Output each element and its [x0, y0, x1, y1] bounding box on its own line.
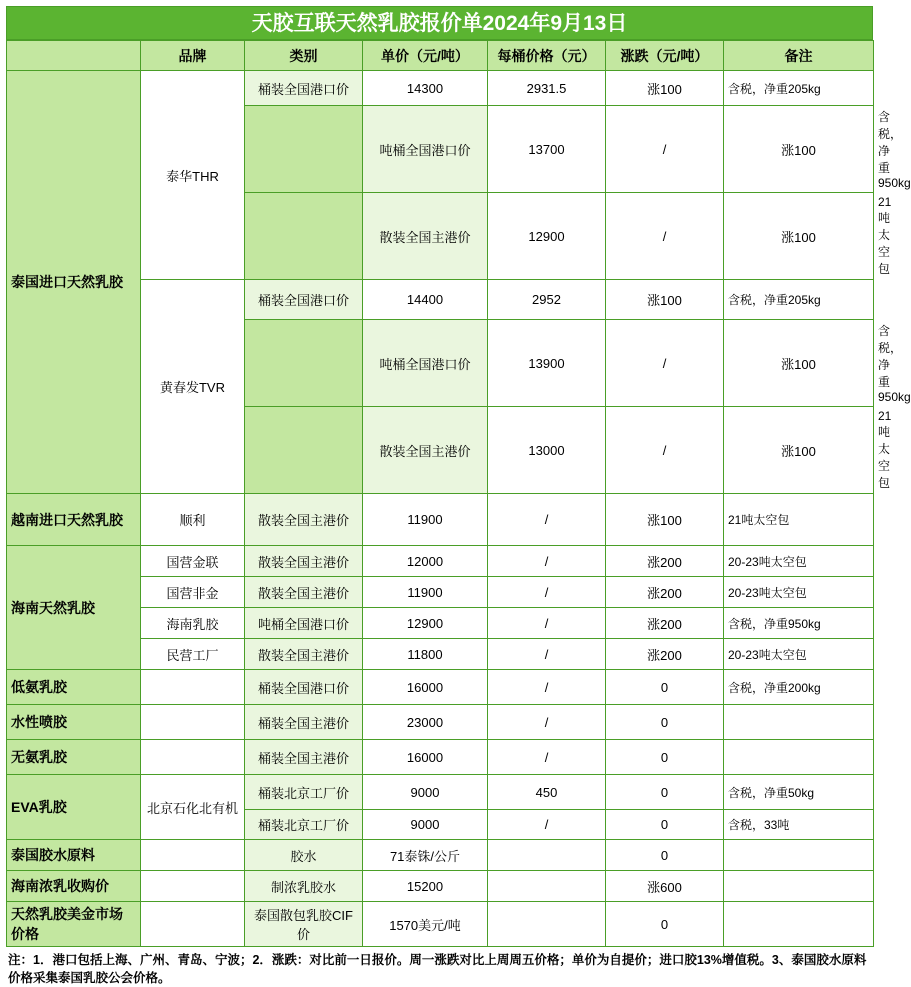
table-body — [7, 71, 911, 947]
brand-cell — [141, 902, 245, 947]
category-cell: 吨桶全国港口价 — [363, 320, 488, 407]
barrel-price-cell — [488, 871, 606, 902]
note-cell: 含税，33吨 — [724, 810, 874, 840]
barrel-price-cell: / — [488, 639, 606, 670]
barrel-price-cell — [488, 902, 606, 947]
group-cell: 水性喷胶 — [7, 705, 141, 740]
barrel-price-cell: / — [488, 670, 606, 705]
category-cell: 散装全国主港价 — [363, 193, 488, 280]
table-row: 散装全国主港价 12900 / 涨100 21吨太空包 — [7, 193, 874, 280]
change-cell: 涨100 — [724, 106, 874, 193]
note-cell: 21吨太空包 — [724, 494, 874, 546]
price-cell: 16000 — [363, 740, 488, 775]
table-row — [7, 494, 874, 546]
barrel-price-cell: 2952 — [488, 280, 606, 320]
group-cell: 泰国进口天然乳胶 — [7, 71, 141, 494]
category-cell: 桶装北京工厂价 — [245, 775, 363, 810]
price-cell: 1570美元/吨 — [363, 902, 488, 947]
note-cell: 20-23吨太空包 — [724, 639, 874, 670]
change-cell: 涨100 — [606, 280, 724, 320]
brand-cell: 顺利 — [141, 494, 245, 546]
change-cell: 涨200 — [606, 639, 724, 670]
note-cell: 含税，净重200kg — [724, 670, 874, 705]
category-cell: 桶装全国港口价 — [245, 670, 363, 705]
category-cell: 散装全国主港价 — [245, 546, 363, 577]
note-cell: 20-23吨太空包 — [724, 546, 874, 577]
footer-note: 注：1．港口包括上海、广州、青岛、宁波；2．涨跌：对比前一日报价。周一涨跌对比上周周五价格；单价为自提价；进口胶13%增值税。3、泰国胶水原料价格采集泰国乳胶公会价格。 — [8, 953, 867, 986]
brand-cell — [141, 740, 245, 775]
brand-cell: 民营工厂 — [141, 639, 245, 670]
barrel-price-cell: / — [488, 810, 606, 840]
change-cell: 0 — [606, 902, 724, 947]
note-cell — [724, 705, 874, 740]
column-header-barrel-price: 每桶价格（元） — [488, 41, 606, 71]
table-row — [7, 871, 874, 902]
table-row — [7, 775, 874, 810]
brand-cell: 国营非金 — [141, 577, 245, 608]
table-header-row — [7, 41, 874, 71]
column-header-change: 涨跌（元/吨） — [606, 41, 724, 71]
group-cell: 低氨乳胶 — [7, 670, 141, 705]
column-header-category: 类别 — [245, 41, 363, 71]
price-cell: 12900 — [363, 608, 488, 639]
price-cell: 9000 — [363, 810, 488, 840]
price-cell: 23000 — [363, 705, 488, 740]
change-cell: 0 — [606, 775, 724, 810]
group-cell: 海南天然乳胶 — [7, 546, 141, 670]
group-cell — [245, 320, 363, 407]
price-cell: 71泰铢/公斤 — [363, 840, 488, 871]
note-cell — [724, 871, 874, 902]
group-cell: 越南进口天然乳胶 — [7, 494, 141, 546]
category-cell: 散装全国主港价 — [245, 494, 363, 546]
price-cell: 14400 — [363, 280, 488, 320]
brand-cell: 黄春发TVR — [141, 280, 245, 494]
table-row — [7, 902, 874, 947]
change-cell: 0 — [606, 810, 724, 840]
change-cell: 涨100 — [606, 71, 724, 106]
category-cell: 桶装全国主港价 — [245, 705, 363, 740]
barrel-price-cell: / — [488, 740, 606, 775]
note-cell: 含税，净重205kg — [724, 71, 874, 106]
table-row — [7, 670, 874, 705]
barrel-price-cell: 2931.5 — [488, 71, 606, 106]
brand-cell: 泰华THR — [141, 71, 245, 280]
brand-cell: 国营金联 — [141, 546, 245, 577]
change-cell: 涨200 — [606, 546, 724, 577]
table-row — [7, 705, 874, 740]
group-cell: 无氨乳胶 — [7, 740, 141, 775]
price-cell: 13900 — [488, 320, 606, 407]
column-header-note: 备注 — [724, 41, 874, 71]
group-cell — [245, 407, 363, 494]
note-cell: 含税，净重50kg — [724, 775, 874, 810]
price-cell: 16000 — [363, 670, 488, 705]
change-cell: 0 — [606, 670, 724, 705]
change-cell: 涨100 — [606, 494, 724, 546]
column-header-brand: 品牌 — [141, 41, 245, 71]
change-cell: 涨100 — [724, 407, 874, 494]
page-title: 天胶互联天然乳胶报价单2024年9月13日 — [6, 6, 873, 40]
price-cell: 11800 — [363, 639, 488, 670]
group-cell: 海南浓乳收购价 — [7, 871, 141, 902]
change-cell: 0 — [606, 705, 724, 740]
pricing-table — [6, 40, 911, 947]
table-row — [7, 546, 874, 577]
price-cell: 13000 — [488, 407, 606, 494]
brand-cell — [141, 705, 245, 740]
category-cell: 胶水 — [245, 840, 363, 871]
category-cell: 泰国散包乳胶CIF价 — [245, 902, 363, 947]
price-cell: 9000 — [363, 775, 488, 810]
table-row — [7, 840, 874, 871]
change-cell: 涨200 — [606, 608, 724, 639]
change-cell: 涨100 — [724, 320, 874, 407]
barrel-price-cell: / — [488, 494, 606, 546]
barrel-price-cell: / — [488, 608, 606, 639]
brand-cell: 海南乳胶 — [141, 608, 245, 639]
barrel-price-cell: / — [488, 577, 606, 608]
barrel-price-cell — [488, 840, 606, 871]
category-cell: 散装全国主港价 — [245, 639, 363, 670]
brand-cell — [141, 670, 245, 705]
note-cell: 含税，净重950kg — [724, 608, 874, 639]
barrel-price-cell: / — [488, 705, 606, 740]
group-cell — [245, 193, 363, 280]
column-header-blank — [7, 41, 141, 71]
column-header-price: 单价（元/吨） — [363, 41, 488, 71]
price-cell: 14300 — [363, 71, 488, 106]
group-cell: 天然乳胶美金市场价格 — [7, 902, 141, 947]
table-header — [7, 41, 874, 71]
category-cell: 散装全国主港价 — [363, 407, 488, 494]
category-cell: 桶装全国主港价 — [245, 740, 363, 775]
brand-cell — [141, 871, 245, 902]
barrel-price-cell: / — [606, 407, 724, 494]
table-row — [7, 740, 874, 775]
change-cell: 涨100 — [724, 193, 874, 280]
table-row: 吨桶全国港口价 13700 / 涨100 含税，净重950kg — [7, 106, 874, 193]
category-cell: 桶装全国港口价 — [245, 280, 363, 320]
barrel-price-cell: / — [606, 320, 724, 407]
note-cell — [724, 740, 874, 775]
table-row: 散装全国主港价 13000 / 涨100 21吨太空包 — [7, 407, 874, 494]
note-cell — [724, 840, 874, 871]
barrel-price-cell: 450 — [488, 775, 606, 810]
price-cell: 12900 — [488, 193, 606, 280]
brand-cell: 北京石化北有机 — [141, 775, 245, 840]
category-cell: 吨桶全国港口价 — [363, 106, 488, 193]
note-cell: 20-23吨太空包 — [724, 577, 874, 608]
price-cell: 11900 — [363, 577, 488, 608]
price-cell: 13700 — [488, 106, 606, 193]
category-cell: 桶装北京工厂价 — [245, 810, 363, 840]
note-cell — [724, 902, 874, 947]
note-cell: 含税，净重205kg — [724, 280, 874, 320]
category-cell: 制浓乳胶水 — [245, 871, 363, 902]
price-cell: 12000 — [363, 546, 488, 577]
barrel-price-cell: / — [488, 546, 606, 577]
brand-cell — [141, 840, 245, 871]
change-cell: 0 — [606, 840, 724, 871]
group-cell: EVA乳胶 — [7, 775, 141, 840]
change-cell: 涨600 — [606, 871, 724, 902]
change-cell: 0 — [606, 740, 724, 775]
barrel-price-cell: / — [606, 106, 724, 193]
group-cell: 泰国胶水原料 — [7, 840, 141, 871]
category-cell: 桶装全国港口价 — [245, 71, 363, 106]
category-cell: 散装全国主港价 — [245, 577, 363, 608]
category-cell: 吨桶全国港口价 — [245, 608, 363, 639]
table-row: 吨桶全国港口价 13900 / 涨100 含税，净重950kg — [7, 320, 874, 407]
change-cell: 涨200 — [606, 577, 724, 608]
price-cell: 11900 — [363, 494, 488, 546]
table-row — [7, 71, 874, 106]
price-cell: 15200 — [363, 871, 488, 902]
barrel-price-cell: / — [606, 193, 724, 280]
group-cell — [245, 106, 363, 193]
